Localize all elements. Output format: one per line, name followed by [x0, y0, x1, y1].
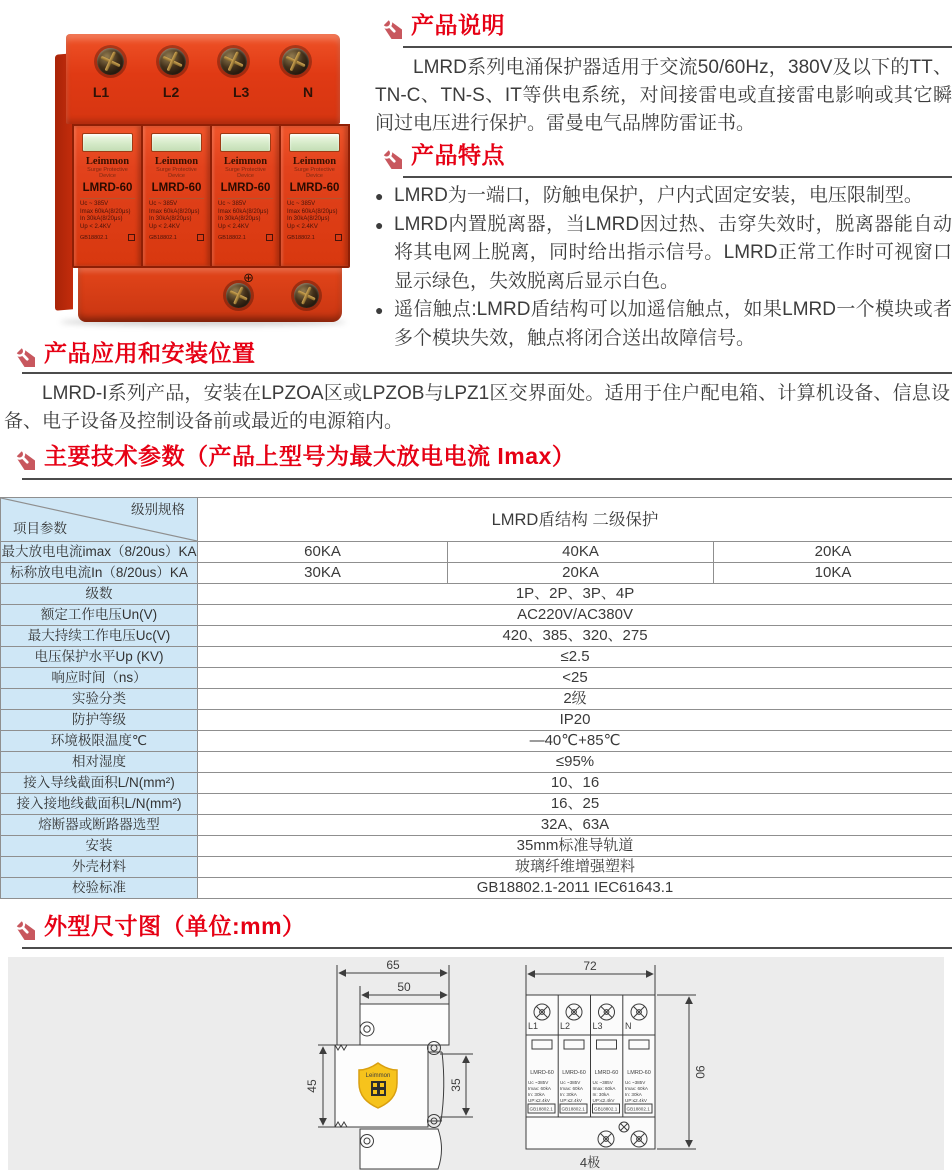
param-label: 额定工作电压Un(V) [1, 605, 198, 626]
table-row [1, 878, 952, 899]
table-row [1, 857, 952, 878]
bottom-screw-icon [226, 283, 251, 308]
feature-item: ● LMRD为一端口，防触电保护，户内式固定安装，电压限制型。 [375, 182, 952, 211]
spec-line: In: 30kA [625, 1092, 642, 1097]
brand-subtitle: Device [99, 173, 116, 179]
param-value: <25 [198, 668, 952, 689]
dim-inner-label: 50 [397, 980, 411, 994]
section-header-features [375, 139, 505, 171]
spec-line: Uc ~ 385V [149, 201, 178, 207]
status-window [220, 133, 271, 152]
model-text: LMRD-60 [220, 182, 271, 194]
terminal-screw-icon [97, 48, 124, 75]
status-window [151, 133, 202, 152]
section-title: 外型尺寸图（单位:mm） [44, 912, 306, 939]
param-label: 最大持续工作电压Uc(V) [1, 626, 198, 647]
spec-line: Imax 60kA(8/20μs) [149, 208, 200, 215]
param-label: 接入接地线截面积L/N(mm²) [1, 794, 198, 815]
terminal-label: N [625, 1021, 632, 1031]
table-row [1, 542, 952, 563]
brand-text: Leimmon [85, 156, 130, 167]
spec-line: In: 30kA [560, 1092, 577, 1097]
section-title: 产品特点 [411, 141, 505, 168]
param-label: 环境极限温度℃ [1, 731, 198, 752]
shield-brand-text: Leimmon [365, 1073, 391, 1079]
magnifier-icon [375, 142, 402, 169]
param-value: 420、385、320、275 [198, 626, 952, 647]
standard-code: GB18802.1 [626, 1106, 650, 1112]
terminal-label: L1 [528, 1021, 539, 1031]
section-rule [22, 947, 952, 949]
spd-module [281, 126, 348, 266]
spec-line: In 30kA(8/20μs) [80, 216, 123, 222]
magnifier-icon [375, 12, 402, 39]
table-header-row [1, 498, 952, 542]
section-header-application [8, 337, 256, 369]
spd-module [212, 126, 279, 266]
model-text: LMRD-60 [289, 182, 340, 194]
param-value: —40℃+85℃ [198, 731, 952, 752]
standard-code: GB18802.1 [529, 1106, 553, 1112]
spec-line: Uc ~ 385V [287, 201, 316, 207]
table-row [1, 689, 952, 710]
description-paragraph: LMRD系列电涌保护器适用于交流50/60Hz，380V及以下的TT、TN-C、TN-S、IT等供电系统，对间接雷电或直接雷电影响或其它瞬间过电压进行保护。雷曼电气品牌防雷证书。 [375, 57, 952, 134]
brand-subtitle: Surge Protective [87, 167, 128, 173]
spec-line: In 30kA(8/20μs) [149, 216, 192, 222]
brand-subtitle: Device [168, 173, 185, 179]
cert-mark-icon [335, 234, 342, 241]
terminal-label: L3 [592, 1021, 603, 1031]
spd-module [143, 126, 210, 266]
module-specs [287, 198, 342, 231]
table-row [1, 668, 952, 689]
brand-subtitle: Surge Protective [294, 167, 335, 173]
param-label: 外壳材料 [1, 857, 198, 878]
spec-line: Imax 60kA(8/20μs) [80, 208, 131, 215]
param-value: 60KA [198, 542, 448, 563]
param-label: 安装 [1, 836, 198, 857]
product-photo [42, 14, 360, 328]
terminal-screw-icon [282, 48, 309, 75]
param-value: 2级 [198, 689, 952, 710]
cert-mark-icon [197, 234, 204, 241]
magnifier-icon [8, 913, 35, 940]
spec-line: Imax: 60kA [592, 1086, 616, 1091]
section-rule [403, 176, 952, 178]
param-label: 最大放电电流imax（8/20us）KA [1, 542, 198, 563]
module-specs [149, 198, 204, 231]
spec-line: In: 30kA [592, 1092, 610, 1097]
param-value: GB18802.1-2011 IEC61643.1 [198, 878, 952, 899]
status-window [82, 133, 133, 152]
spec-line: UP:≤2.4kV [528, 1098, 550, 1103]
terminal-screw-icon [220, 48, 247, 75]
section-title: 主要技术参数（产品上型号为最大放电电流 Imax） [44, 442, 576, 469]
section-header-description [375, 9, 505, 41]
param-label: 防护等级 [1, 710, 198, 731]
spec-line: UP:≤2.4kV [625, 1098, 647, 1103]
terminal-label: L1 [92, 84, 110, 100]
standard-code: GB18802.1 [80, 234, 108, 241]
pole-caption: 4极 [579, 1155, 601, 1170]
table-row [1, 710, 952, 731]
spec-line: Up < 2.4KV [218, 223, 249, 230]
cert-mark-icon [128, 234, 135, 241]
param-value: 32A、63A [198, 815, 952, 836]
table-row [1, 626, 952, 647]
front-view-geometry [526, 965, 696, 1149]
model-text: LMRD-60 [562, 1070, 586, 1076]
param-value: 16、25 [198, 794, 952, 815]
spd-module [74, 126, 141, 266]
brand-text: Leimmon [154, 156, 199, 167]
spec-line: Imax 60kA(8/20μs) [287, 208, 338, 215]
model-text: LMRD-60 [627, 1070, 651, 1076]
param-value: ≤2.5 [198, 647, 952, 668]
table-row [1, 605, 952, 626]
spec-line: UP:≤2.4kV [592, 1098, 615, 1103]
param-value: 35mm标准导轨道 [198, 836, 952, 857]
model-text: LMRD-60 [530, 1070, 554, 1076]
section-rule [22, 372, 952, 374]
section-header-parameters [8, 440, 575, 472]
param-value: 20KA [714, 542, 952, 563]
param-label: 实验分类 [1, 689, 198, 710]
side-view-drawing [280, 957, 500, 1170]
param-value: AC220V/AC380V [198, 605, 952, 626]
dim-height-label: 45 [305, 1079, 319, 1093]
side-view-geometry [318, 965, 473, 1169]
module-code-row [149, 234, 204, 241]
table-span-title: LMRD盾结构 二级保护 [198, 498, 952, 542]
brand-text: Leimmon [292, 156, 337, 167]
module-specs [80, 198, 135, 231]
spec-line: Uc ~385V [528, 1080, 549, 1085]
param-label: 级数 [1, 584, 198, 605]
terminal-screws-row [66, 34, 340, 75]
section-rule [22, 478, 952, 480]
device-bottom-block [78, 268, 342, 322]
bottom-screw-icon [294, 283, 319, 308]
param-label: 校验标准 [1, 878, 198, 899]
standard-code: GB18802.1 [594, 1106, 618, 1112]
standard-code: GB18802.1 [149, 234, 177, 241]
features-list [375, 182, 952, 353]
module-code-row [287, 234, 342, 241]
param-label: 标称放电电流In（8/20us）KA [1, 563, 198, 584]
spec-line: Uc ~ 385V [218, 201, 247, 207]
section-title: 产品说明 [411, 11, 505, 38]
terminal-label: N [302, 84, 314, 100]
standard-code: GB18802.1 [218, 234, 246, 241]
table-row [1, 563, 952, 584]
model-text: LMRD-60 [594, 1070, 619, 1076]
device-terminal-block [66, 34, 340, 124]
magnifier-icon [8, 340, 35, 367]
table-row [1, 794, 952, 815]
table-corner-cell [1, 498, 198, 542]
param-value: 30KA [198, 563, 448, 584]
brand-subtitle: Surge Protective [225, 167, 266, 173]
section-title: 产品应用和安装位置 [44, 339, 256, 366]
spec-line: Imax: 60kA [560, 1086, 583, 1091]
terminal-label: L2 [560, 1021, 571, 1031]
dim-height-label: 90 [693, 1065, 707, 1079]
parameters-table [0, 497, 952, 899]
param-label: 响应时间（ns） [1, 668, 198, 689]
model-text: LMRD-60 [151, 182, 202, 194]
param-label: 熔断器或断路器选型 [1, 815, 198, 836]
module-code-row [80, 234, 135, 241]
spec-line: Uc ~385V [560, 1080, 581, 1085]
terminal-screw-icon [159, 48, 186, 75]
table-row [1, 731, 952, 752]
param-value: 10KA [714, 563, 952, 584]
terminal-label: L2 [162, 84, 180, 100]
param-value: 40KA [448, 542, 714, 563]
feature-item: ● 遥信触点:LMRD盾结构可以加遥信触点，如果LMRD一个模块或者多个模块失效，触点将闭合送出故障信号。 [375, 296, 952, 353]
model-text: LMRD-60 [82, 182, 133, 194]
application-paragraph: LMRD-I系列产品，安装在LPZOA区或LPZOB与LPZ1区交界面处。适用于住户配电箱、计算机设备、信息设备、电子设备及控制设备前或最近的电源箱内。 [4, 383, 950, 432]
spec-line: Up < 2.4KV [80, 223, 111, 230]
spec-line: Uc ~ 385V [80, 201, 109, 207]
terminal-label: L3 [232, 84, 250, 100]
table-row [1, 773, 952, 794]
brand-subtitle: Device [237, 173, 254, 179]
spec-line: Imax 60kA(8/20μs) [218, 208, 269, 215]
terminal-labels [66, 84, 340, 100]
spec-line: In: 30kA [528, 1092, 545, 1097]
spec-line: Uc ~385V [592, 1080, 613, 1085]
param-value: 1P、2P、3P、4P [198, 584, 952, 605]
standard-code: GB18802.1 [561, 1106, 585, 1112]
module-specs [218, 198, 273, 231]
magnifier-icon [8, 443, 35, 470]
spec-line: Imax: 60kA [625, 1086, 648, 1091]
table-row [1, 584, 952, 605]
dimension-drawing-panel [8, 957, 944, 1170]
standard-code: GB18802.1 [287, 234, 315, 241]
spec-line: In 30kA(8/20μs) [218, 216, 261, 222]
device-modules [72, 124, 350, 268]
spec-line: Uc ~385V [625, 1080, 646, 1085]
param-value: 20KA [448, 563, 714, 584]
param-value: ≤95% [198, 752, 952, 773]
table-row [1, 647, 952, 668]
param-value: 10、16 [198, 773, 952, 794]
brand-text: Leimmon [223, 156, 268, 167]
param-label: 接入导线截面积L/N(mm²) [1, 773, 198, 794]
section-header-dimensions [8, 910, 306, 942]
param-value: 玻璃纤维增强塑料 [198, 857, 952, 878]
dim-width-label: 65 [386, 958, 400, 972]
corner-top-label: 级别规格 [131, 502, 185, 517]
spec-line: UP:≤2.4kV [560, 1098, 582, 1103]
front-view-drawing [500, 957, 720, 1170]
table-row [1, 836, 952, 857]
corner-bottom-label: 项目参数 [13, 521, 67, 536]
table-row [1, 752, 952, 773]
param-label: 电压保护水平Up (KV) [1, 647, 198, 668]
module-code-row [218, 234, 273, 241]
brand-subtitle: Surge Protective [156, 167, 197, 173]
spec-line: Imax: 60kA [528, 1086, 551, 1091]
feature-item: ● LMRD内置脱离器，当LMRD因过热、击穿失效时，脱离器能自动将其电网上脱离，同时给出指示信号。LMRD正常工作时可视窗口显示绿色，失效脱离后显示白色。 [375, 211, 952, 297]
brand-subtitle: Device [306, 173, 323, 179]
ground-symbol-icon: ⊕ [243, 270, 254, 285]
dim-width-label: 72 [583, 959, 597, 973]
spec-line: Up < 2.4KV [149, 223, 180, 230]
spec-line: In 30kA(8/20μs) [287, 216, 330, 222]
spec-line: Up < 2.4KV [287, 223, 318, 230]
status-window [289, 133, 340, 152]
dim-right-label: 35 [449, 1078, 463, 1092]
cert-mark-icon [266, 234, 273, 241]
param-label: 相对湿度 [1, 752, 198, 773]
section-rule [403, 46, 952, 48]
table-row [1, 815, 952, 836]
param-value: IP20 [198, 710, 952, 731]
